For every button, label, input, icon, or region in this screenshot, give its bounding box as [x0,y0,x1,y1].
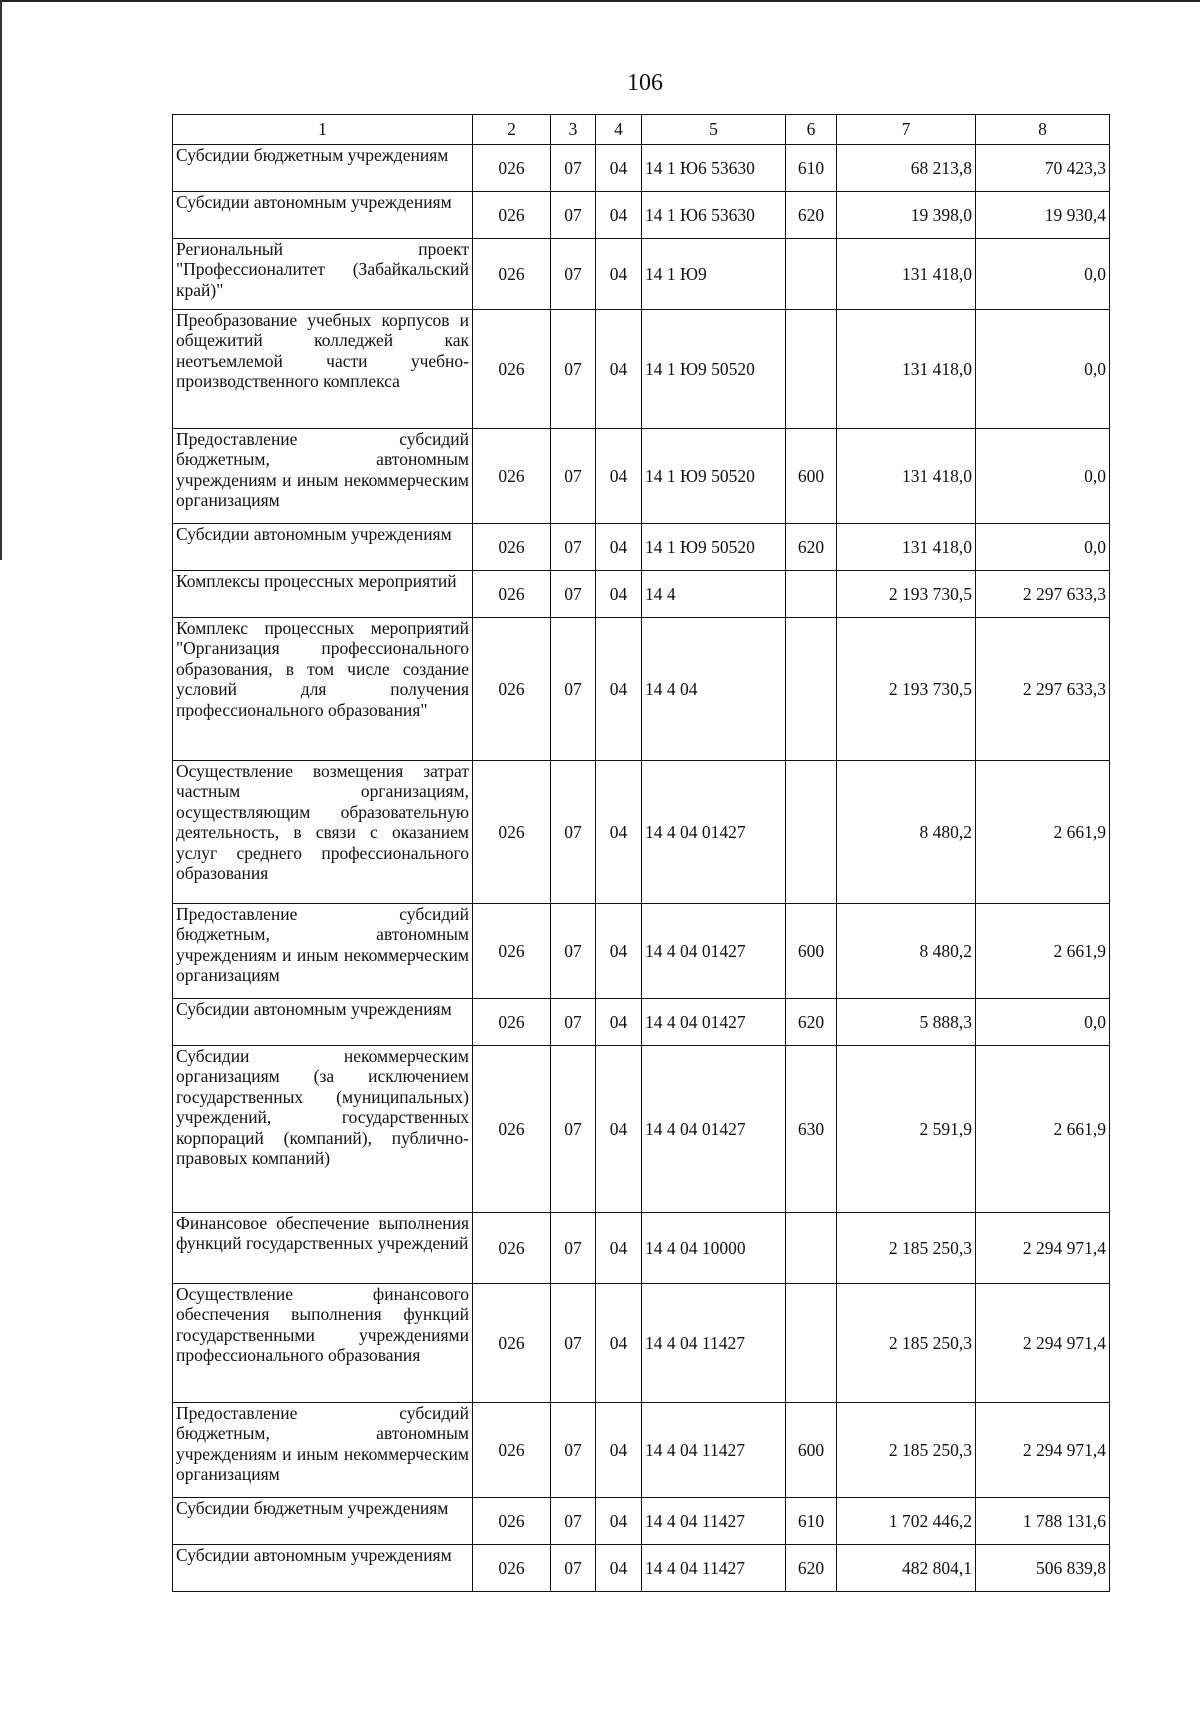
table-row [173,1545,1110,1592]
subsection-code: 04 [596,239,642,310]
amount-col-7: 131 418,0 [837,239,976,310]
amount-col-7: 2 185 250,3 [837,1213,976,1284]
amount-col-7: 8 480,2 [837,761,976,904]
row-description: Комплекс процессных мероприятий "Организация профессионального образования, в том числе создание условий для получения профессионального образования" [173,618,473,761]
amount-col-8: 2 294 971,4 [976,1213,1110,1284]
table-row [173,1498,1110,1545]
row-description: Осуществление возмещения затрат частным организациям, осуществляющим образовательную деятельность, в связи с оказанием услуг среднего профессионального образования [173,761,473,904]
target-article-code: 14 4 04 11427 [642,1284,786,1403]
header-cell: 6 [786,115,837,145]
ministry-code: 026 [473,1545,551,1592]
section-code: 07 [551,1046,596,1213]
target-article-code: 14 4 04 11427 [642,1498,786,1545]
amount-col-8: 2 294 971,4 [976,1284,1110,1403]
table-row [173,310,1110,429]
amount-col-8: 2 297 633,3 [976,618,1110,761]
subsection-code: 04 [596,524,642,571]
amount-col-7: 2 591,9 [837,1046,976,1213]
section-code: 07 [551,904,596,999]
target-article-code: 14 1 Ю9 50520 [642,310,786,429]
target-article-code: 14 1 Ю9 50520 [642,429,786,524]
section-code: 07 [551,1284,596,1403]
subsection-code: 04 [596,761,642,904]
subsection-code: 04 [596,999,642,1046]
header-cell: 2 [473,115,551,145]
amount-col-7: 482 804,1 [837,1545,976,1592]
amount-col-8: 2 661,9 [976,761,1110,904]
row-description: Региональный проект "Профессионалитет (Забайкальский край)" [173,239,473,310]
row-description: Преобразование учебных корпусов и общежитий колледжей как неотъемлемой части учебно-производственного комплекса [173,310,473,429]
table-row [173,999,1110,1046]
expense-type-code [786,571,837,618]
row-description: Предоставление субсидий бюджетным, автономным учреждениям и иным некоммерческим организациям [173,904,473,999]
expense-type-code: 630 [786,1046,837,1213]
ministry-code: 026 [473,904,551,999]
subsection-code: 04 [596,618,642,761]
section-code: 07 [551,192,596,239]
ministry-code: 026 [473,310,551,429]
expense-type-code: 620 [786,1545,837,1592]
table-row [173,904,1110,999]
amount-col-8: 70 423,3 [976,145,1110,192]
target-article-code: 14 4 04 01427 [642,904,786,999]
amount-col-8: 506 839,8 [976,1545,1110,1592]
ministry-code: 026 [473,524,551,571]
table-row [173,618,1110,761]
expense-type-code: 610 [786,145,837,192]
budget-table [172,114,1110,1592]
subsection-code: 04 [596,1403,642,1498]
subsection-code: 04 [596,429,642,524]
table-row [173,1403,1110,1498]
table-row [173,145,1110,192]
ministry-code: 026 [473,1213,551,1284]
amount-col-7: 68 213,8 [837,145,976,192]
section-code: 07 [551,1545,596,1592]
subsection-code: 04 [596,1046,642,1213]
section-code: 07 [551,310,596,429]
subsection-code: 04 [596,904,642,999]
table-row [173,429,1110,524]
subsection-code: 04 [596,571,642,618]
subsection-code: 04 [596,192,642,239]
row-description: Субсидии автономным учреждениям [173,999,473,1046]
header-cell: 5 [642,115,786,145]
row-description: Финансовое обеспечение выполнения функций государственных учреждений [173,1213,473,1284]
amount-col-7: 131 418,0 [837,310,976,429]
table-row [173,1213,1110,1284]
target-article-code: 14 4 04 10000 [642,1213,786,1284]
row-description: Субсидии бюджетным учреждениям [173,145,473,192]
expense-type-code: 600 [786,1403,837,1498]
expense-type-code: 600 [786,904,837,999]
amount-col-8: 1 788 131,6 [976,1498,1110,1545]
row-description: Субсидии бюджетным учреждениям [173,1498,473,1545]
ministry-code: 026 [473,618,551,761]
expense-type-code [786,1284,837,1403]
table-row [173,1046,1110,1213]
row-description: Осуществление финансового обеспечения выполнения функций государственными учреждениями профессионального образования [173,1284,473,1403]
amount-col-8: 2 661,9 [976,1046,1110,1213]
expense-type-code: 620 [786,524,837,571]
subsection-code: 04 [596,145,642,192]
expense-type-code: 610 [786,1498,837,1545]
page-number: 106 [627,70,663,96]
ministry-code: 026 [473,145,551,192]
target-article-code: 14 4 [642,571,786,618]
section-code: 07 [551,239,596,310]
amount-col-7: 8 480,2 [837,904,976,999]
section-code: 07 [551,999,596,1046]
subsection-code: 04 [596,310,642,429]
amount-col-7: 5 888,3 [837,999,976,1046]
target-article-code: 14 4 04 01427 [642,761,786,904]
header-cell: 7 [837,115,976,145]
table-row [173,571,1110,618]
expense-type-code [786,310,837,429]
target-article-code: 14 4 04 11427 [642,1545,786,1592]
section-code: 07 [551,524,596,571]
header-row [173,115,1110,145]
scan-edge-top [0,0,1200,2]
row-description: Субсидии автономным учреждениям [173,524,473,571]
table-row [173,239,1110,310]
subsection-code: 04 [596,1213,642,1284]
ministry-code: 026 [473,1403,551,1498]
amount-col-7: 131 418,0 [837,429,976,524]
table-row [173,761,1110,904]
ministry-code: 026 [473,192,551,239]
amount-col-8: 2 661,9 [976,904,1110,999]
section-code: 07 [551,618,596,761]
ministry-code: 026 [473,1498,551,1545]
table-row [173,524,1110,571]
subsection-code: 04 [596,1284,642,1403]
row-description: Субсидии автономным учреждениям [173,1545,473,1592]
section-code: 07 [551,1213,596,1284]
expense-type-code: 620 [786,999,837,1046]
subsection-code: 04 [596,1498,642,1545]
target-article-code: 14 1 Ю6 53630 [642,192,786,239]
expense-type-code [786,1213,837,1284]
target-article-code: 14 4 04 01427 [642,999,786,1046]
row-description: Комплексы процессных мероприятий [173,571,473,618]
subsection-code: 04 [596,1545,642,1592]
section-code: 07 [551,145,596,192]
target-article-code: 14 1 Ю6 53630 [642,145,786,192]
target-article-code: 14 1 Ю9 [642,239,786,310]
ministry-code: 026 [473,571,551,618]
amount-col-7: 1 702 446,2 [837,1498,976,1545]
expense-type-code [786,761,837,904]
table-row [173,1284,1110,1403]
amount-col-8: 0,0 [976,310,1110,429]
header-cell: 3 [551,115,596,145]
row-description: Предоставление субсидий бюджетным, автономным учреждениям и иным некоммерческим организациям [173,1403,473,1498]
ministry-code: 026 [473,1284,551,1403]
table-row [173,192,1110,239]
target-article-code: 14 4 04 01427 [642,1046,786,1213]
amount-col-8: 0,0 [976,429,1110,524]
ministry-code: 026 [473,999,551,1046]
amount-col-8: 19 930,4 [976,192,1110,239]
target-article-code: 14 4 04 11427 [642,1403,786,1498]
amount-col-7: 19 398,0 [837,192,976,239]
header-cell: 1 [173,115,473,145]
amount-col-7: 2 193 730,5 [837,571,976,618]
row-description: Субсидии некоммерческим организациям (за исключением государственных (муниципальных) учреждений, государственных корпораций (компаний), публично-правовых компаний) [173,1046,473,1213]
amount-col-8: 0,0 [976,239,1110,310]
header-cell: 4 [596,115,642,145]
section-code: 07 [551,429,596,524]
amount-col-7: 131 418,0 [837,524,976,571]
target-article-code: 14 1 Ю9 50520 [642,524,786,571]
header-cell: 8 [976,115,1110,145]
expense-type-code [786,618,837,761]
section-code: 07 [551,761,596,904]
amount-col-8: 0,0 [976,999,1110,1046]
section-code: 07 [551,1403,596,1498]
section-code: 07 [551,571,596,618]
ministry-code: 026 [473,1046,551,1213]
section-code: 07 [551,1498,596,1545]
amount-col-8: 2 294 971,4 [976,1403,1110,1498]
row-description: Субсидии автономным учреждениям [173,192,473,239]
target-article-code: 14 4 04 [642,618,786,761]
ministry-code: 026 [473,429,551,524]
expense-type-code: 620 [786,192,837,239]
amount-col-7: 2 185 250,3 [837,1284,976,1403]
amount-col-7: 2 193 730,5 [837,618,976,761]
amount-col-8: 2 297 633,3 [976,571,1110,618]
amount-col-7: 2 185 250,3 [837,1403,976,1498]
amount-col-8: 0,0 [976,524,1110,571]
ministry-code: 026 [473,239,551,310]
expense-type-code [786,239,837,310]
row-description: Предоставление субсидий бюджетным, автономным учреждениям и иным некоммерческим организациям [173,429,473,524]
ministry-code: 026 [473,761,551,904]
expense-type-code: 600 [786,429,837,524]
